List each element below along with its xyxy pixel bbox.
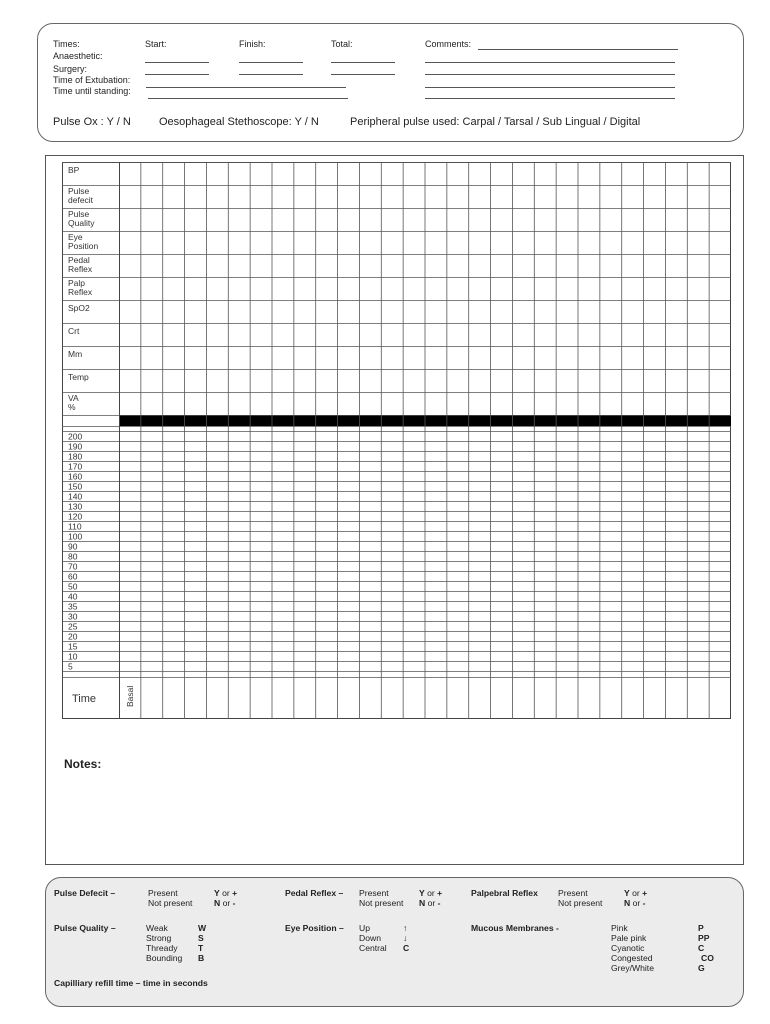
scale-label: 30 — [68, 611, 78, 622]
eye-position-down: Down — [359, 933, 381, 943]
peripheral-pulse-option: Peripheral pulse used: Carpal / Tarsal / Sub Lingual / Digital — [350, 116, 641, 128]
finish-label: Finish: — [239, 39, 266, 49]
scale-label: 200 — [68, 431, 83, 442]
mucous-cyanotic-code: C — [698, 943, 705, 953]
pedal-reflex-not-present-code: N or - — [419, 898, 441, 908]
eye-position-central-code: C — [403, 943, 410, 953]
param-label: VA % — [68, 393, 79, 412]
start-label: Start: — [145, 39, 167, 49]
pulse-defecit-present-code: Y or + — [214, 888, 238, 898]
param-label: Pedal Reflex — [68, 255, 93, 274]
comments-field-2[interactable] — [425, 62, 675, 63]
scale-label: 100 — [68, 531, 83, 542]
pedal-reflex-not-present: Not present — [359, 898, 404, 908]
mucous-pale-pink-code: PP — [698, 933, 710, 943]
legend-panel — [45, 877, 744, 1007]
scale-label: 190 — [68, 441, 83, 452]
mucous-grey-white: Grey/White — [611, 963, 654, 973]
pulse-quality-title: Pulse Quality – — [54, 923, 116, 933]
extubation-field[interactable] — [146, 87, 346, 88]
pulse-defecit-title: Pulse Defecit – — [54, 888, 116, 898]
mucous-membranes-title: Mucous Membranes - — [471, 923, 559, 933]
header-panel — [37, 23, 744, 142]
oesophageal-option: Oesophageal Stethoscope: Y / N — [159, 116, 319, 128]
arrow-down-icon: ↓ — [403, 933, 408, 943]
capillary-refill-note: Capilliary refill time – time in seconds — [54, 978, 208, 988]
comments-label: Comments: — [425, 39, 472, 49]
mucous-pink-code: P — [698, 923, 704, 933]
surgery-finish-field[interactable] — [239, 74, 303, 75]
param-label: SpO2 — [68, 303, 90, 313]
scale-label: 110 — [68, 521, 82, 532]
eye-position-up: Up — [359, 923, 370, 933]
scale-label: 25 — [68, 621, 78, 632]
surgery-total-field[interactable] — [331, 74, 395, 75]
anaesthetic-start-field[interactable] — [145, 62, 209, 63]
extubation-label: Time of Extubation: — [53, 75, 131, 85]
pulse-quality-bounding-code: B — [198, 953, 205, 963]
palpebral-reflex-title: Palpebral Reflex — [471, 888, 538, 898]
times-label: Times: — [53, 39, 80, 49]
param-label: Pulse defecit — [68, 186, 94, 205]
scale-label: 150 — [68, 481, 83, 492]
scale-label: 5 — [68, 661, 73, 672]
standing-field[interactable] — [148, 98, 348, 99]
pulse-quality-thready: Thready — [146, 943, 178, 953]
pedal-reflex-title: Pedal Reflex – — [285, 888, 344, 898]
param-label: Crt — [68, 326, 80, 336]
scale-label: 160 — [68, 471, 83, 482]
eye-position-central: Central — [359, 943, 387, 953]
scale-label: 10 — [68, 651, 78, 662]
param-label: Pulse Quality — [68, 209, 95, 228]
scale-label: 130 — [68, 501, 83, 512]
basal-label: Basal — [124, 685, 135, 707]
eye-position-title: Eye Position – — [285, 923, 344, 933]
palpebral-reflex-present-code: Y or + — [624, 888, 648, 898]
pulse-defecit-not-present-code: N or - — [214, 898, 236, 908]
pulse-ox-option: Pulse Ox : Y / N — [53, 116, 131, 128]
mucous-pale-pink: Pale pink — [611, 933, 647, 943]
scale-label: 70 — [68, 561, 78, 572]
scale-label: 60 — [68, 571, 78, 582]
comments-field-5[interactable] — [425, 98, 675, 99]
comments-field-4[interactable] — [425, 87, 675, 88]
surgery-start-field[interactable] — [145, 74, 209, 75]
pulse-quality-weak: Weak — [146, 923, 168, 933]
mucous-pink: Pink — [611, 923, 628, 933]
scale-label: 15 — [68, 641, 78, 652]
scale-label: 120 — [68, 511, 83, 522]
palpebral-reflex-present: Present — [558, 888, 588, 898]
arrow-up-icon: ↑ — [403, 923, 408, 933]
pulse-quality-strong: Strong — [146, 933, 172, 943]
mucous-congested-code: CO — [701, 953, 714, 963]
pulse-quality-strong-code: S — [198, 933, 204, 943]
time-label: Time — [72, 693, 97, 705]
notes-label: Notes: — [64, 757, 102, 771]
standing-label: Time until standing: — [53, 86, 131, 96]
param-label: Temp — [68, 372, 89, 382]
mucous-congested: Congested — [611, 953, 653, 963]
param-label: Mm — [68, 349, 83, 359]
anaesthetic-finish-field[interactable] — [239, 62, 303, 63]
anaesthetic-total-field[interactable] — [331, 62, 395, 63]
palpebral-reflex-not-present-code: N or - — [624, 898, 646, 908]
param-label: Palp Reflex — [68, 278, 93, 297]
mucous-grey-white-code: G — [698, 963, 705, 973]
scale-label: 180 — [68, 451, 83, 462]
comments-field-1[interactable] — [478, 49, 678, 50]
scale-label: 90 — [68, 541, 78, 552]
param-label: BP — [68, 165, 80, 175]
scale-label: 140 — [68, 491, 83, 502]
surgery-label: Surgery: — [53, 64, 88, 74]
pedal-reflex-present: Present — [359, 888, 389, 898]
anaesthetic-label: Anaesthetic: — [53, 51, 103, 61]
pulse-quality-thready-code: T — [198, 943, 204, 953]
pulse-quality-bounding: Bounding — [146, 953, 183, 963]
scale-label: 20 — [68, 631, 78, 642]
pedal-reflex-present-code: Y or + — [419, 888, 443, 898]
pulse-defecit-not-present: Not present — [148, 898, 193, 908]
param-label: Eye Position — [68, 232, 99, 251]
scale-label: 35 — [68, 601, 78, 612]
total-label: Total: — [331, 39, 353, 49]
pulse-quality-weak-code: W — [198, 923, 207, 933]
comments-field-3[interactable] — [425, 74, 675, 75]
pulse-defecit-present: Present — [148, 888, 178, 898]
monitoring-grid[interactable] — [62, 162, 732, 758]
scale-label: 170 — [68, 461, 83, 472]
scale-label: 40 — [68, 591, 78, 602]
scale-label: 80 — [68, 551, 78, 562]
scale-label: 50 — [68, 581, 78, 592]
mucous-cyanotic: Cyanotic — [611, 943, 645, 953]
palpebral-reflex-not-present: Not present — [558, 898, 603, 908]
